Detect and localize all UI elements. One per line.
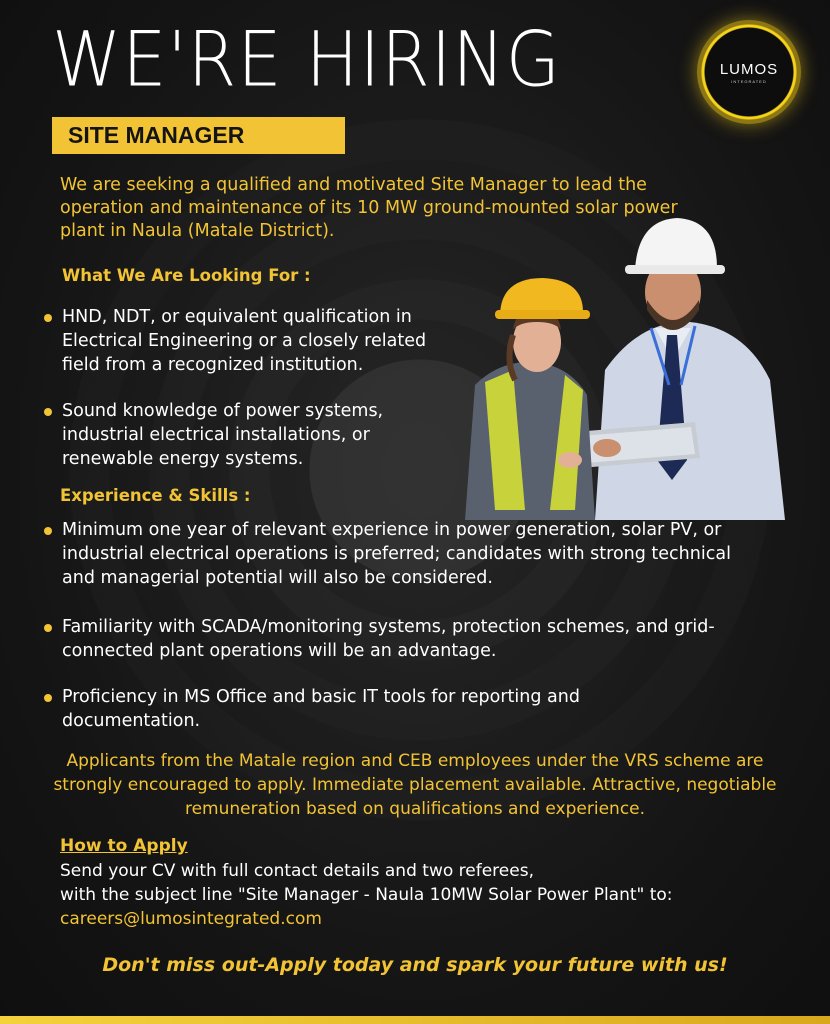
list-item: Sound knowledge of power systems, industrial electrical installations, or renewable energy systems. — [42, 399, 417, 471]
list-item: Minimum one year of relevant experience in power generation, solar PV, or industrial electrical operations is preferred; candidates with strong technical and managerial potential will also be considered. — [42, 518, 742, 590]
logo-name: LUMOS — [719, 60, 779, 78]
list-item: HND, NDT, or equivalent qualification in Electrical Engineering or a closely related field from a recognized institution. — [42, 305, 462, 377]
list-item: Proficiency in MS Office and basic IT tools for reporting and documentation. — [42, 685, 602, 733]
headline: WE'RE HIRING — [52, 15, 561, 105]
experience-heading: Experience & Skills : — [60, 486, 251, 505]
apply-subject-line: with the subject line "Site Manager - Naula 10MW Solar Power Plant" to: — [60, 885, 673, 905]
apply-instruction: Send your CV with full contact details and two referees, — [60, 861, 534, 881]
job-title: SITE MANAGER — [52, 117, 345, 154]
looking-for-heading: What We Are Looking For : — [62, 266, 311, 285]
list-item: Familiarity with SCADA/monitoring systems, protection schemes, and grid-connected plant operations will be an advantage. — [42, 615, 742, 663]
bullet-dot-icon — [44, 527, 52, 535]
bottom-accent-bar — [0, 1016, 830, 1024]
how-to-apply-heading: How to Apply — [60, 836, 188, 856]
bullet-dot-icon — [44, 624, 52, 632]
logo-subtitle: INTEGRATED — [731, 78, 767, 84]
bullet-dot-icon — [44, 694, 52, 702]
tagline: Don't miss out-Apply today and spark your future with us! — [102, 954, 728, 976]
job-intro: We are seeking a qualified and motivated Site Manager to lead the operation and maintenance of its 10 MW ground-mounted solar power plant in Naula (Matale District). — [60, 175, 678, 241]
bullet-dot-icon — [44, 314, 52, 322]
workers-illustration — [455, 210, 795, 520]
company-logo — [697, 20, 801, 124]
applicant-notice: Applicants from the Matale region and CEB employees under the VRS scheme are strongly encouraged to apply. Immediate placement available. Attractive, negotiable remuneration based on qualifications and experience. — [53, 751, 777, 819]
bullet-dot-icon — [44, 408, 52, 416]
apply-email-link[interactable]: careers@lumosintegrated.com — [60, 909, 322, 929]
